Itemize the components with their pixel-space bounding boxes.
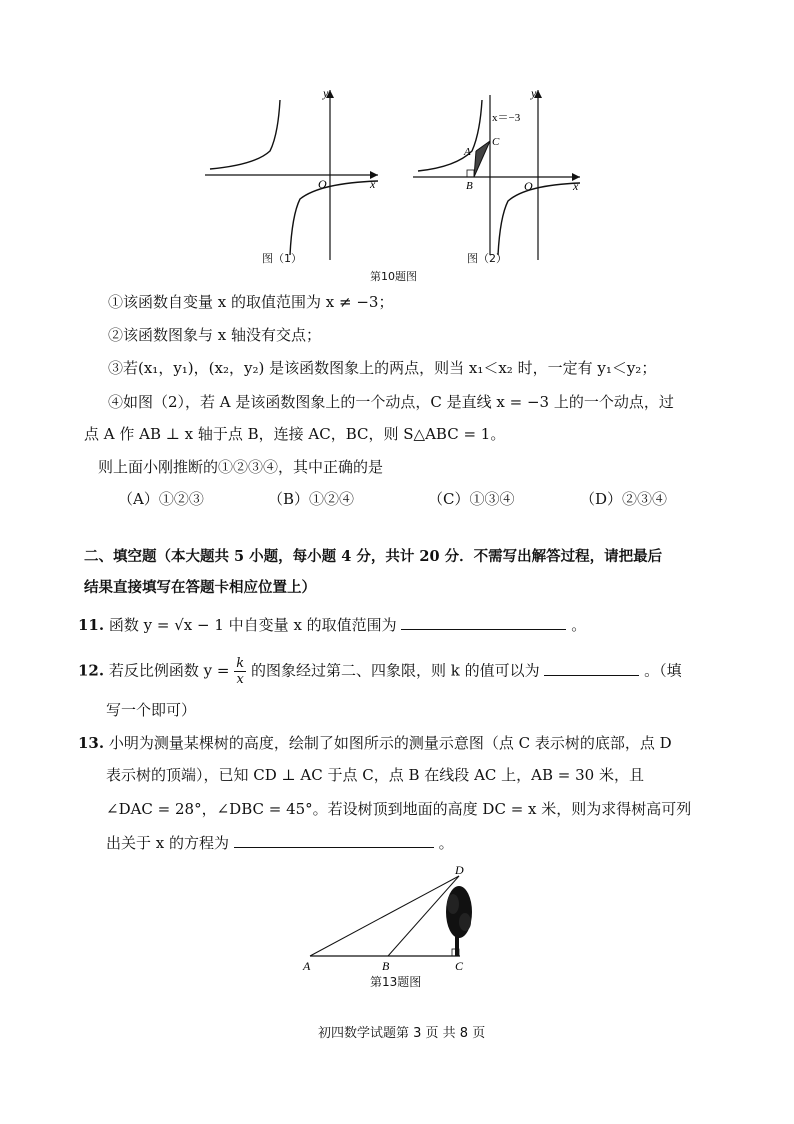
fig1-y-label: y (323, 86, 329, 100)
q13-end: 。 (438, 834, 454, 852)
figure-13 (295, 862, 495, 972)
fig13-point-c: C (455, 959, 464, 972)
q13-line-4 (106, 831, 454, 854)
q12-end: 。（填 (644, 661, 682, 680)
q12-fraction-denominator: x (236, 672, 244, 687)
page-footer: 初四数学试题第 3 页 共 8 页 (318, 1026, 486, 1041)
q10-statement-4b: 点 A 作 AB ⊥ x 轴于点 B，连接 AC，BC，则 S△ABC = 1。 (84, 425, 506, 443)
section-2-title-line-2: 结果直接填写在答题卡相应位置上） (84, 579, 316, 596)
q13-line-1-text: 小明为测量某棵树的高度，绘制了如图所示的测量示意图（点 C 表示树的底部，点 D (108, 734, 672, 752)
q13-line-4-text: 出关于 x 的方程为 (106, 834, 229, 852)
section-2-title-line-1: 二、填空题（本大题共 5 小题，每小题 4 分，共计 20 分．不需写出解答过程，请把最后 (84, 548, 663, 565)
figure-10-graph-1 (200, 85, 380, 265)
fig10-caption: 第10题图 (370, 270, 417, 283)
fig1-x-label: x (370, 177, 376, 191)
q12-fraction-numerator: k (236, 656, 245, 671)
q12-text-before: 若反比例函数 y = (108, 661, 230, 680)
fig2-x-label: x (573, 179, 579, 193)
q11 (78, 613, 586, 636)
fig1-caption: 图（1） (262, 252, 302, 265)
fig1-origin-label: O (318, 177, 327, 191)
fig2-asymptote-label: x＝−3 (492, 112, 521, 124)
q12-text-after: 的图象经过第二、四象限，则 k 的值可以为 (250, 661, 540, 680)
q13-line-3: ∠DAC = 28°，∠DBC = 45°。若设树顶到地面的高度 DC = x 米，则为求得树高可列 (106, 800, 692, 818)
q11-text: 函数 y = √x − 1 中自变量 x 的取值范围为 (108, 616, 397, 634)
tree-icon (446, 886, 472, 956)
q10-statement-1: ①该函数自变量 x 的取值范围为 x ≠ −3； (108, 293, 394, 311)
q11-number: 11. (78, 616, 105, 634)
fig2-caption: 图（2） (467, 252, 507, 265)
q13-line-2: 表示树的顶端），已知 CD ⊥ AC 于点 C，点 B 在线段 AC 上，AB = 30 米，且 (106, 766, 644, 784)
q12-fraction (234, 656, 246, 687)
q10-question: 则上面小刚推断的①②③④，其中正确的是 (98, 458, 384, 476)
fig13-point-d: D (455, 863, 464, 877)
figure-10-graph-2 (408, 85, 588, 265)
q10-statement-2: ②该函数图象与 x 轴没有交点； (108, 326, 321, 344)
q13-answer-blank (234, 831, 434, 848)
q13-line-1 (78, 732, 672, 754)
fig2-point-a: A (464, 146, 471, 158)
q12-answer-blank (544, 659, 639, 676)
fig2-origin-label: O (524, 179, 533, 193)
q10-option-c: （C）①③④ (428, 490, 515, 508)
q10-option-a: （A）①②③ (118, 490, 204, 508)
q12 (78, 656, 682, 687)
q11-end: 。 (571, 616, 587, 634)
q10-statement-3: ③若(x₁，y₁)，(x₂，y₂) 是该函数图象上的两点，则当 x₁＜x₂ 时，一定有 y₁＜y₂； (108, 359, 657, 377)
fig13-point-a: A (303, 959, 311, 972)
q11-answer-blank (401, 613, 566, 630)
q13-number: 13. (78, 734, 105, 752)
fig13-point-b: B (382, 959, 390, 972)
q10-statement-4a: ④如图（2），若 A 是该函数图象上的一个动点，C 是直线 x = −3 上的一个动点，过 (108, 393, 674, 411)
fig13-caption: 第13题图 (370, 975, 422, 989)
q10-option-d: （D）②③④ (580, 490, 668, 508)
fig2-point-b: B (466, 180, 473, 192)
fig2-y-label: y (531, 86, 537, 100)
q10-option-b: （B）①②④ (268, 490, 355, 508)
q12-number: 12. (78, 661, 105, 680)
fig2-point-c: C (492, 136, 500, 148)
q12-line-2: 写一个即可） (106, 701, 197, 719)
